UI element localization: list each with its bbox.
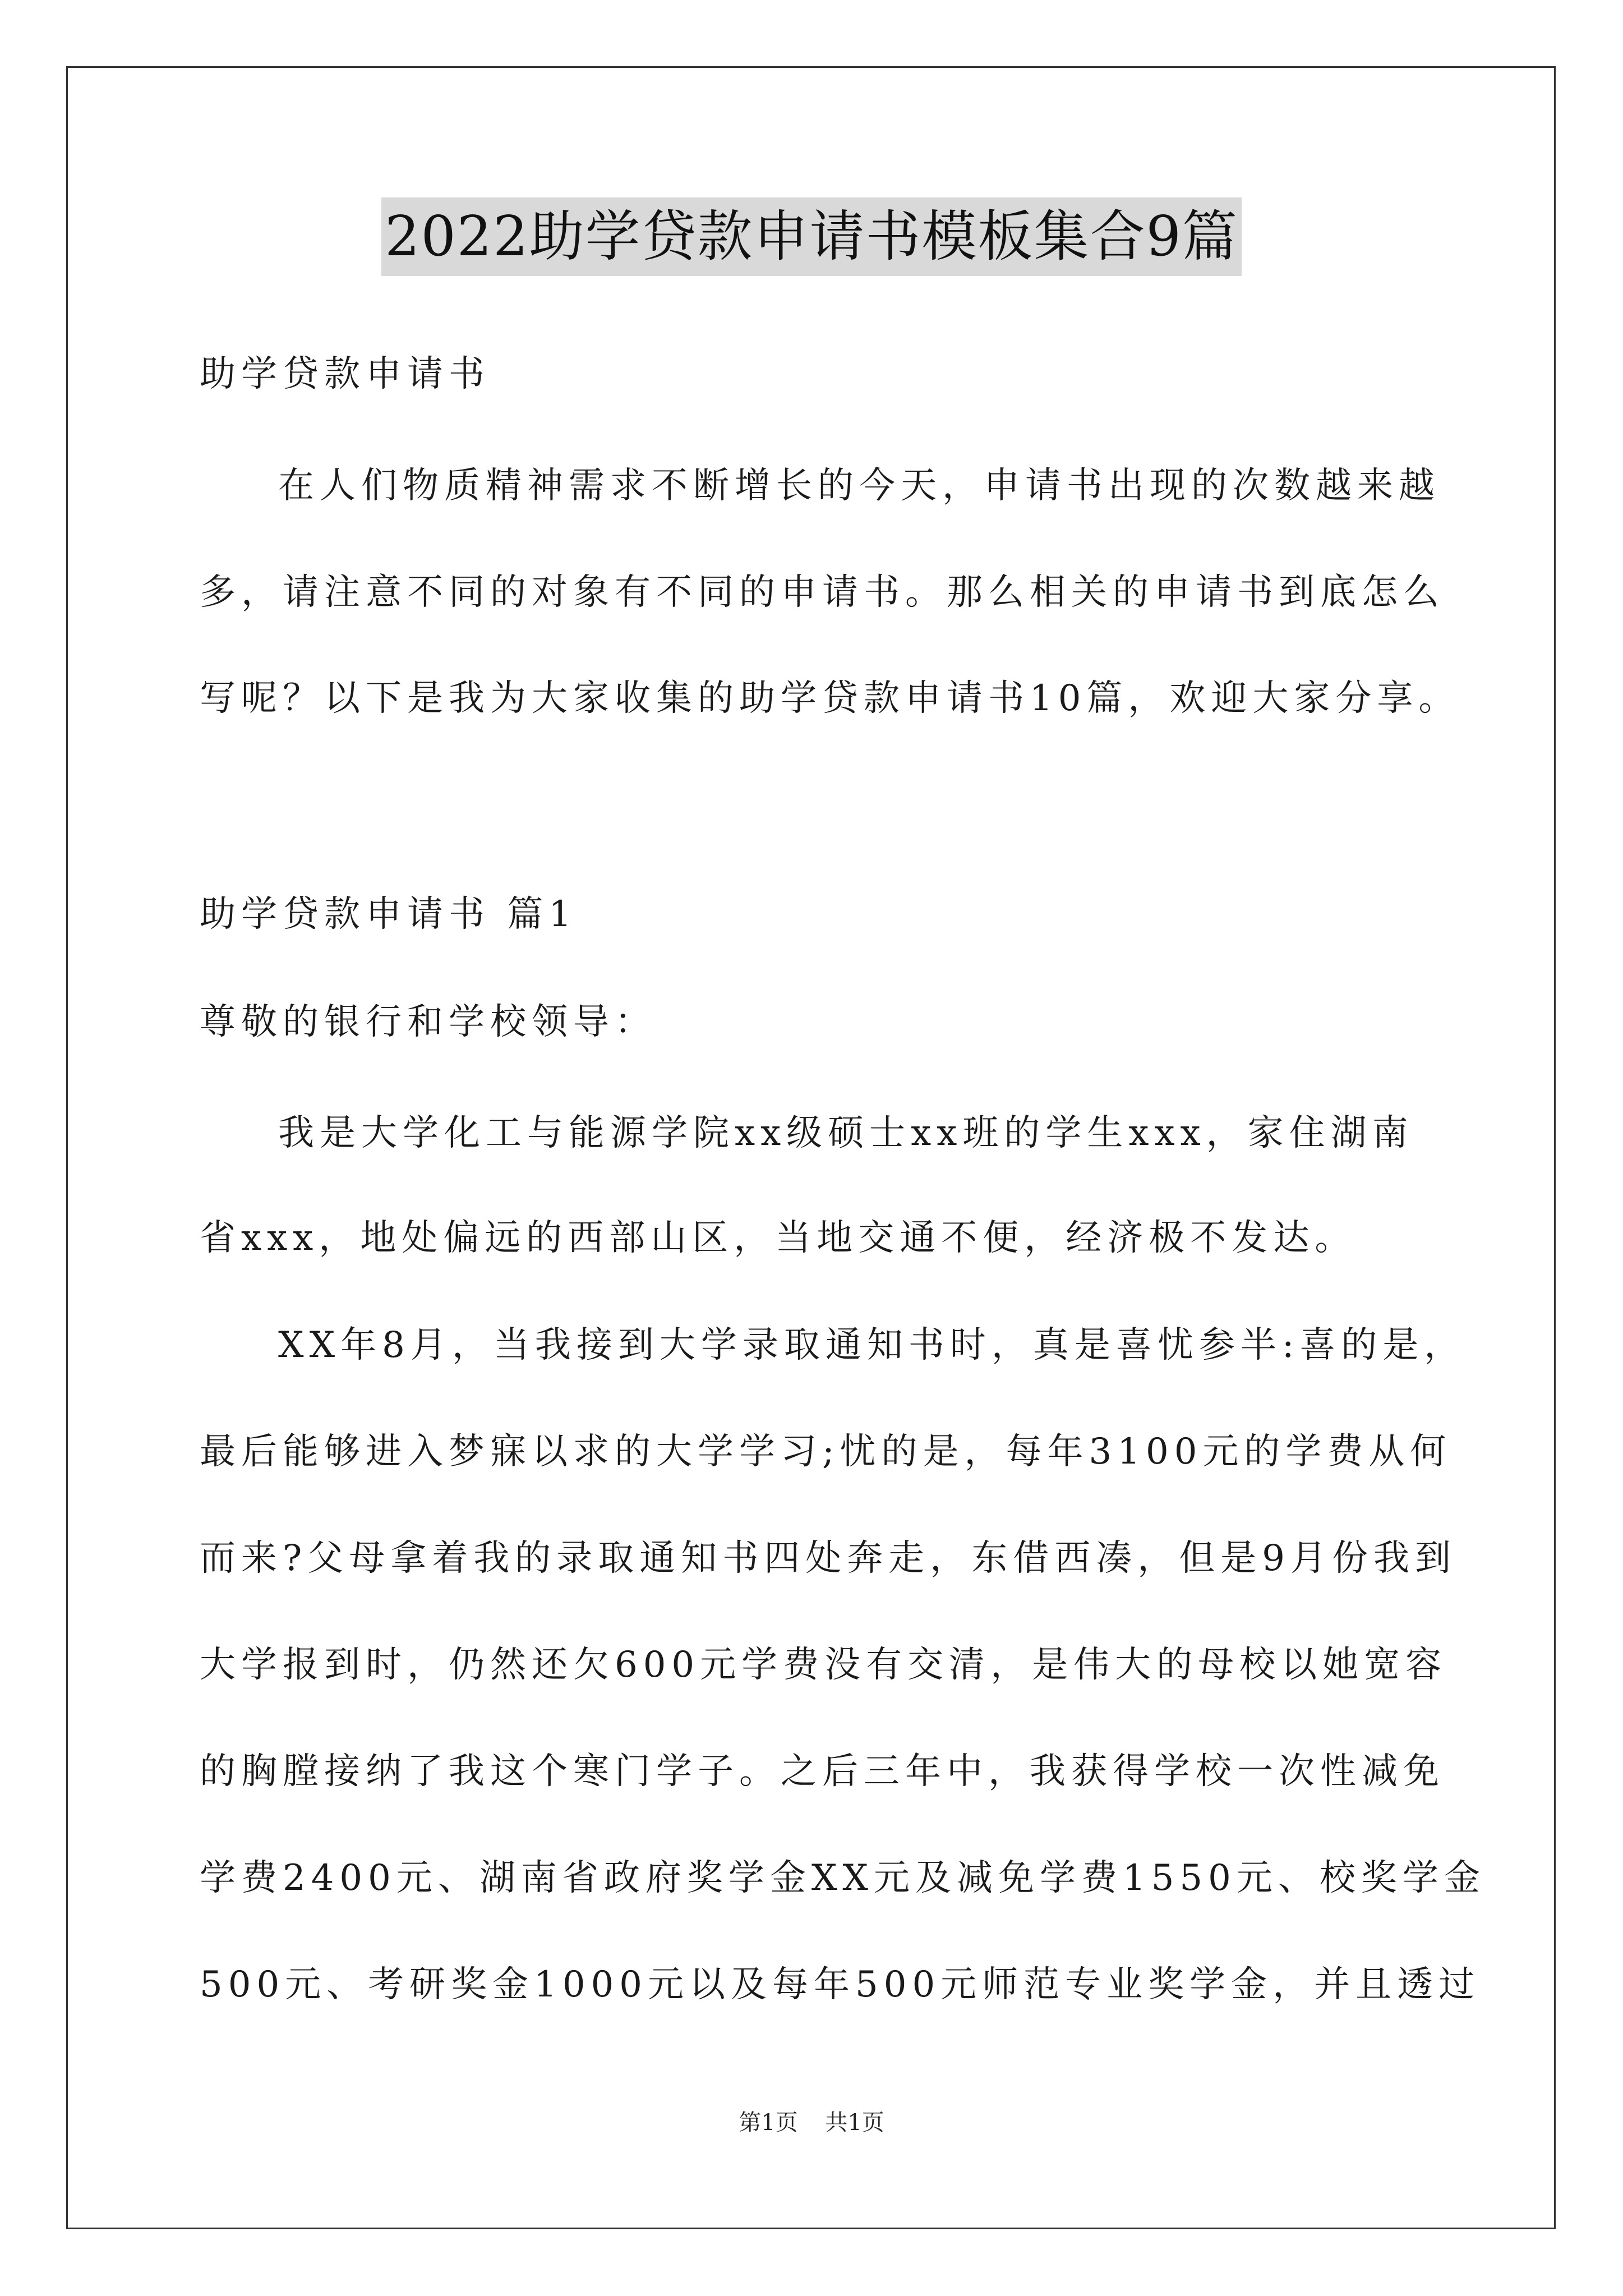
paragraph-line: 在人们物质精神需求不断增长的今天，申请书出现的次数越来越 — [278, 465, 1440, 507]
paragraph-line: 500元、考研奖金1000元以及每年500元师范专业奖学金，并且透过 — [200, 1964, 1481, 2005]
article-heading: 助学贷款申请书 篇1 — [200, 894, 578, 935]
paragraph-line: 大学报到时，仍然还欠600元学费没有交清，是伟大的母校以她宽容 — [200, 1644, 1447, 1686]
paragraph-line: 多，请注意不同的对象有不同的申请书。那么相关的申请书到底怎么 — [200, 572, 1445, 613]
salutation: 尊敬的银行和学校领导： — [200, 1001, 656, 1043]
paragraph-line: 学费2400元、湖南省政府奖学金XX元及减免学费1550元、校奖学金 — [200, 1857, 1486, 1899]
document-title — [0, 197, 1623, 276]
paragraph-line: XX年8月，当我接到大学录取通知书时，真是喜忧参半:喜的是， — [278, 1324, 1466, 1366]
page-number: 第1页 — [739, 2110, 798, 2136]
paragraph-line: 省xxx，地处偏远的西部山区，当地交通不便，经济极不发达。 — [200, 1217, 1357, 1259]
paragraph-line: 最后能够进入梦寐以求的大学学习;忧的是，每年3100元的学费从何 — [200, 1431, 1452, 1473]
paragraph-line: 的胸膛接纳了我这个寒门学子。之后三年中，我获得学校一次性减免 — [200, 1751, 1445, 1792]
document-title-text: 2022助学贷款申请书模板集合9篇 — [381, 197, 1242, 276]
page-total: 共1页 — [825, 2110, 884, 2136]
paragraph-line: 而来?父母拿着我的录取通知书四处奔走，东借西凑，但是9月份我到 — [200, 1538, 1457, 1579]
section-heading: 助学贷款申请书 — [200, 353, 490, 395]
paragraph-line: 写呢？以下是我为大家收集的助学贷款申请书10篇，欢迎大家分享。 — [200, 678, 1460, 719]
paragraph-line: 我是大学化工与能源学院xx级硕士xx班的学生xxx，家住湖南 — [278, 1112, 1414, 1154]
page-footer — [0, 2107, 1623, 2138]
